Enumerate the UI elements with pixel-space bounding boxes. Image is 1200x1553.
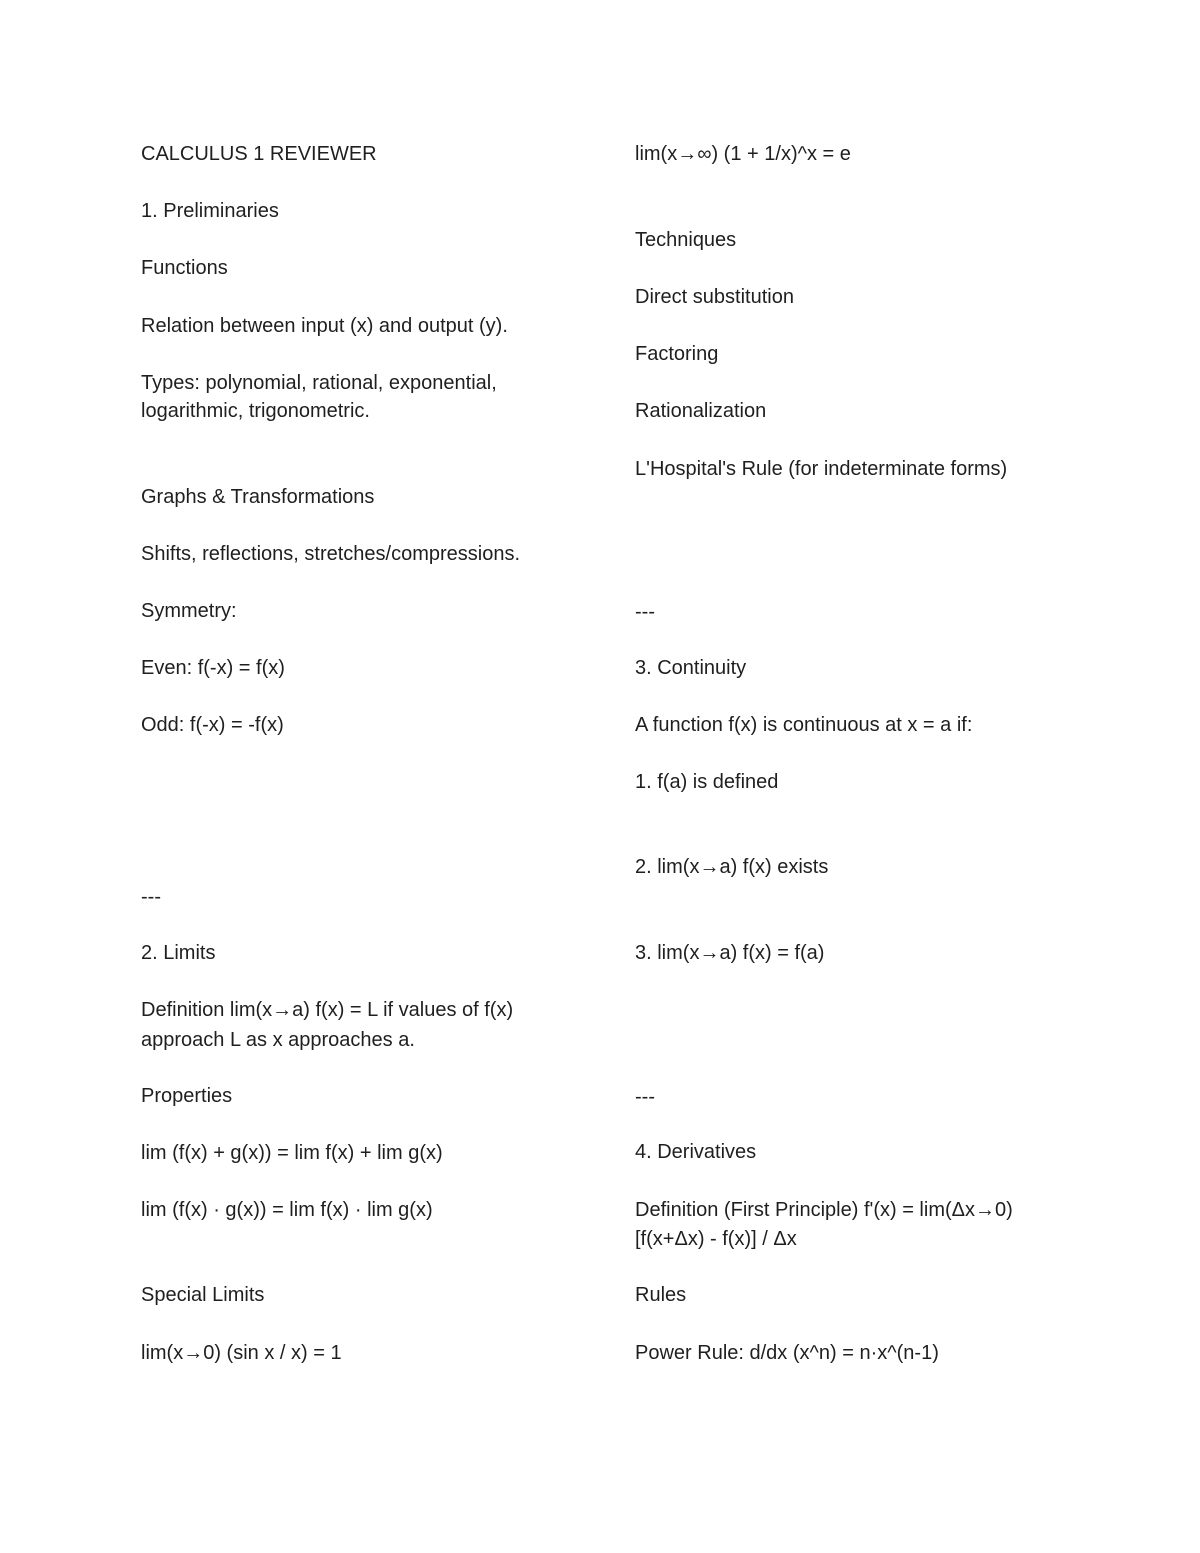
subheading-graphs-transformations: Graphs & Transformations — [141, 486, 375, 508]
document-title: CALCULUS 1 REVIEWER — [141, 143, 377, 165]
continuity-intro: A function f(x) is continuous at x = a if: — [635, 714, 973, 736]
technique-rationalization: Rationalization — [635, 400, 767, 422]
continuity-condition-3: 3. lim(x→a) f(x) = f(a) — [635, 942, 825, 964]
technique-direct-substitution: Direct substitution — [635, 286, 794, 308]
section-divider: --- — [635, 1086, 655, 1108]
graphs-text: Shifts, reflections, stretches/compressions. — [141, 543, 521, 565]
section-heading-continuity: 3. Continuity — [635, 657, 747, 679]
section-divider: --- — [141, 886, 161, 908]
function-types-line1: Types: polynomial, rational, exponential, — [141, 372, 497, 394]
even-function-rule: Even: f(-x) = f(x) — [141, 657, 285, 679]
power-rule: Power Rule: d/dx (x^n) = n·x^(n-1) — [635, 1342, 939, 1364]
section-divider: --- — [635, 601, 655, 623]
technique-lhospital: L'Hospital's Rule (for indeterminate forms) — [635, 458, 1008, 480]
subheading-rules: Rules — [635, 1284, 687, 1306]
property-product: lim (f(x) · g(x)) = lim f(x) · lim g(x) — [141, 1199, 433, 1221]
subheading-functions: Functions — [141, 257, 228, 279]
odd-function-rule: Odd: f(-x) = -f(x) — [141, 714, 284, 736]
continuity-condition-1: 1. f(a) is defined — [635, 771, 779, 793]
subheading-properties: Properties — [141, 1085, 233, 1107]
derivative-definition-line1: Definition (First Principle) f'(x) = lim(Δx→0) — [635, 1199, 1013, 1221]
function-types-line2: logarithmic, trigonometric. — [141, 400, 370, 422]
special-limit-e: lim(x→∞) (1 + 1/x)^x = e — [635, 143, 851, 165]
symmetry-label: Symmetry: — [141, 600, 237, 622]
continuity-condition-2: 2. lim(x→a) f(x) exists — [635, 856, 829, 878]
limit-definition-line2: approach L as x approaches a. — [141, 1029, 415, 1051]
subheading-techniques: Techniques — [635, 229, 737, 251]
special-limit-sin: lim(x→0) (sin x / x) = 1 — [141, 1342, 342, 1364]
property-sum: lim (f(x) + g(x)) = lim f(x) + lim g(x) — [141, 1142, 443, 1164]
subheading-special-limits: Special Limits — [141, 1284, 265, 1306]
section-heading-derivatives: 4. Derivatives — [635, 1141, 757, 1163]
section-heading-limits: 2. Limits — [141, 942, 216, 964]
derivative-definition-line2: [f(x+Δx) - f(x)] / Δx — [635, 1228, 797, 1250]
limit-definition-line1: Definition lim(x→a) f(x) = L if values of f(x) — [141, 999, 514, 1021]
functions-definition: Relation between input (x) and output (y). — [141, 315, 508, 337]
section-heading-preliminaries: 1. Preliminaries — [141, 200, 279, 222]
technique-factoring: Factoring — [635, 343, 719, 365]
